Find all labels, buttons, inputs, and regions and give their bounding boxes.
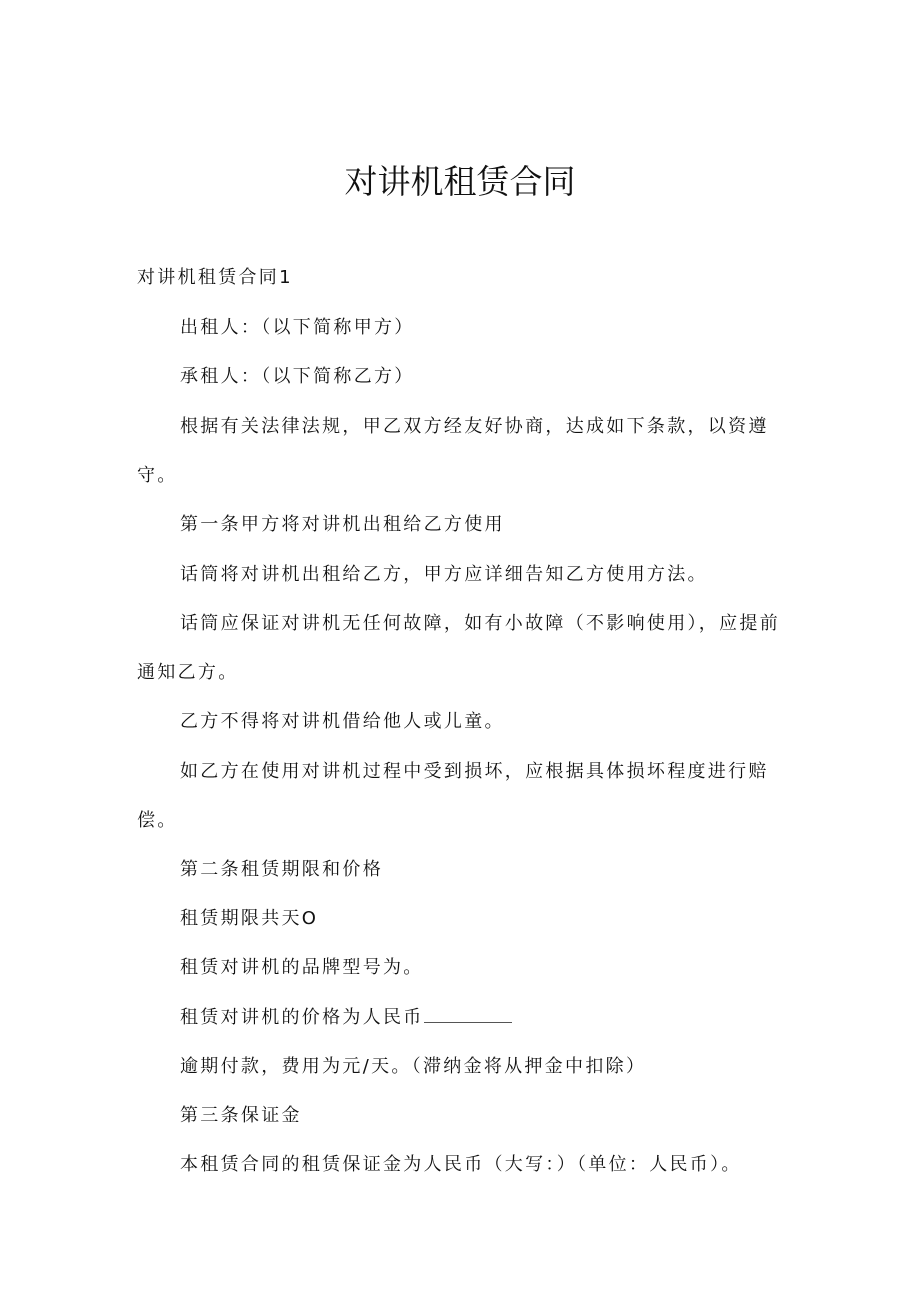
article-1-clause-1: 话筒将对讲机出租给乙方，甲方应详细告知乙方使用方法。: [180, 564, 708, 585]
preamble-line-2: 守。: [137, 465, 178, 486]
article-1-clause-3: 乙方不得将对讲机借给他人或儿童。: [180, 711, 505, 732]
price-blank: [424, 1008, 512, 1023]
price-line: [180, 1003, 512, 1033]
article-3-heading: 第三条保证金: [180, 1105, 302, 1126]
article-1-clause-4-line-1: 如乙方在使用对讲机过程中受到损坏，应根据具体损坏程度进行赔: [180, 761, 769, 782]
contract-subtitle: 对讲机租赁合同1: [137, 267, 293, 288]
article-1-clause-4-line-2: 偿。: [137, 810, 178, 831]
preamble-line-1: 根据有关法律法规，甲乙双方经友好协商，达成如下条款，以资遵: [180, 416, 769, 437]
lessee-line: 承租人：（以下简称乙方）: [180, 366, 415, 387]
article-1-clause-2-line-2: 通知乙方。: [137, 662, 239, 683]
document-title: 对讲机租赁合同: [344, 162, 576, 201]
brand-model-line: 租赁对讲机的品牌型号为。: [180, 957, 424, 978]
article-2-heading: 第二条租赁期限和价格: [180, 859, 383, 880]
article-1-clause-2-line-1: 话筒应保证对讲机无任何故障，如有小故障（不影响使用），应提前: [180, 613, 780, 634]
deposit-line: 本租赁合同的租赁保证金为人民币（大写：）（单位：人民币）。: [180, 1154, 742, 1175]
late-fee-line: 逾期付款，费用为元/天。（滞纳金将从押金中扣除）: [180, 1056, 647, 1077]
lease-term-line: 租赁期限共天O: [180, 908, 319, 929]
lessor-line: 出租人：（以下简称甲方）: [180, 317, 415, 338]
price-label: 租赁对讲机的价格为人民币: [180, 1007, 424, 1028]
article-1-heading: 第一条甲方将对讲机出租给乙方使用: [180, 514, 505, 535]
